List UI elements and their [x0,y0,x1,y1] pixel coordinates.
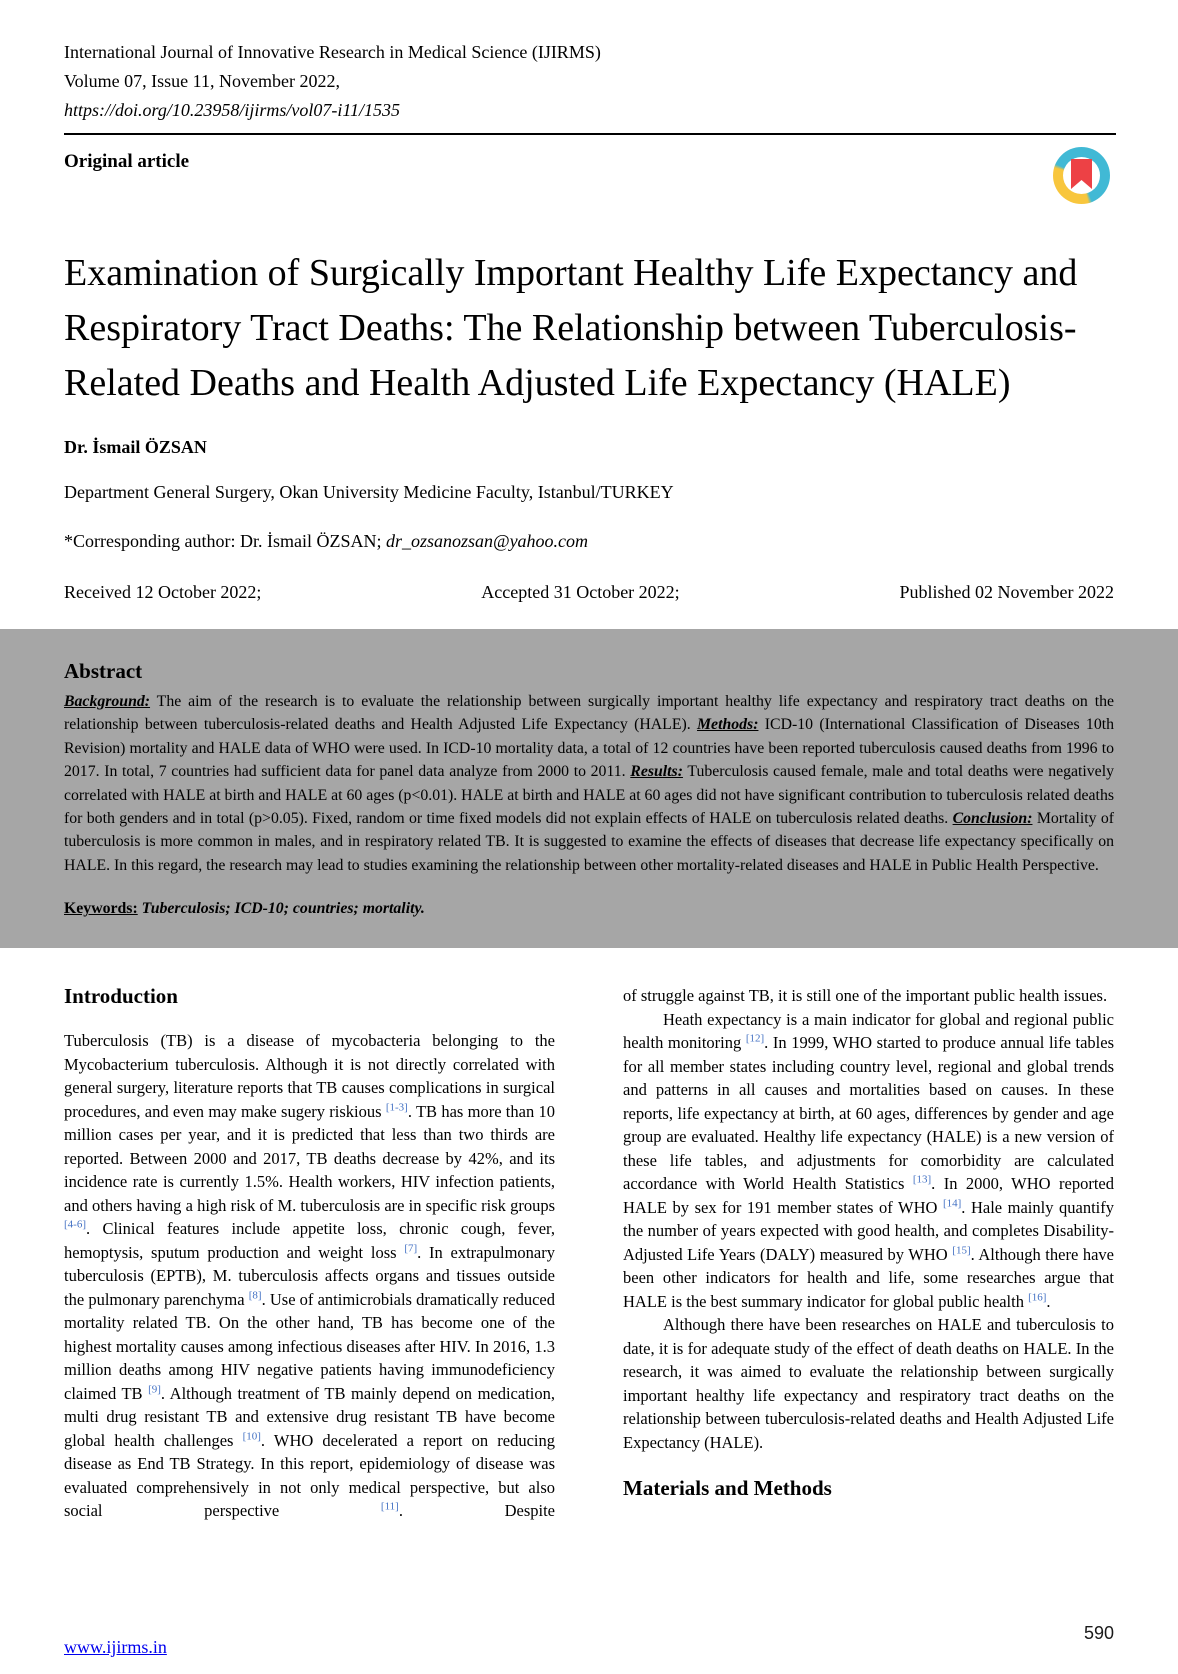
article-title: Examination of Surgically Important Healthy Life Expectancy and Respiratory Tract Deaths: The Relationship between Tuberculosis-Related Deaths and Health Adjusted Life Expectancy (HALE) [64,252,1078,404]
body-columns [64,984,1114,1523]
published-date: Published 02 November 2022 [899,582,1114,602]
introduction-heading: Introduction [64,984,178,1009]
abstract-results-text: Tuberculosis caused female, male and total deaths were negatively correlated with HALE at birth and HALE at 60 ages (p<0.01). HALE at birth and HALE at 60 ages did not have significant contribution to tuberculosis related deaths for both genders and in total (p>0.05). Fixed, random or time fixed models did not explain effects of HALE on tuberculosis related deaths. [64,763,1114,828]
citation-marker: [4-6] [64,1218,86,1231]
keywords-line [64,900,1114,918]
health-expectancy-paragraph: Heath expectancy is a main indicator for global and regional public health monitoring [12]. In 1999, WHO started to produce annual life tables for all member states including country level, regional and global trends and patterns in all causes and mortalities based on causes. In these reports, life expectancy at birth, at 60 ages, differences by gender and age group are evaluated. Healthy life expectancy (HALE) is a new version of these life tables, and adjustments for comorbidity are calculated accordance with World Health Statistics [13]. In 2000, WHO reported HALE by sex for 191 member states of WHO [14]. Hale mainly quantify the number of years expected with good health, and completes Disability-Adjusted Life Years (DALY) measured by WHO [15]. Although there have been other indicators for health and life, some researches argue that HALE is the best summary indicator for global public health [16]. [623,1009,1115,1311]
received-date: Received 12 October 2022; [64,582,262,602]
journal-name: International Journal of Innovative Research in Medical Science (IJIRMS) [64,42,601,62]
corresponding-author-line [64,531,1114,552]
citation-marker: [14] [942,1197,962,1210]
article-dates-row [64,582,1114,603]
page-number: 590 [1083,1623,1114,1643]
article-type-row [64,147,1114,204]
citation-marker: [16] [1028,1291,1047,1304]
citation-marker: [9] [148,1383,161,1396]
accepted-date: Accepted 31 October 2022; [481,582,680,602]
abstract-methods-text: ICD-10 (International Classification of Diseases 10th Revision) mortality and HALE data of WHO were used. In ICD-10 mortality data, a total of 12 countries have been reported tuberculosis caused deaths from 1996 to 2017. In total, 7 countries had sufficient data for panel data analyze from 2000 to 2011. [64,716,1114,781]
abstract-conclusion-text: Mortality of tuberculosis is more common in males, and in respiratory related TB. It is suggested to examine the effects of diseases that decrease life expectancy specifically on HALE. In this regard, the research may lead to studies examining the relationship between other mortality-related diseases and HALE in Public Health Perspective. [64,810,1115,874]
keywords-list: Tuberculosis; ICD-10; countries; mortality. [141,900,425,918]
citation-marker: [8] [248,1289,262,1302]
citation-marker: [11] [380,1500,399,1513]
corresponding-email: dr_ozsanozsan@yahoo.com [385,531,589,551]
corresponding-label: *Corresponding author: Dr. İsmail ÖZSAN; [64,531,386,551]
author-affiliation: Department General Surgery, Okan University Medicine Faculty, Istanbul/TURKEY [64,482,674,502]
journal-website-link[interactable]: www.ijirms.in [64,1637,167,1657]
citation-marker: [13] [912,1173,932,1186]
abstract-background-label: Background: [64,693,151,710]
journal-doi: https://doi.org/10.23958/ijirms/vol07-i11/1535 [64,100,401,120]
introduction-paragraph-left: Tuberculosis (TB) is a disease of mycobacteria belonging to the Mycobacterium tuberculosis. Although it is not directly correlated with general surgery, literature reports that TB causes complications in surgical procedures, and even may make sugery riskious [1-3]. TB has more than 10 million cases per year, and it is predicted that less than two thirds are reported. Between 2000 and 2017, TB deaths decrease by 42%, and its incidence rate is currently 1.5%. Health workers, HIV infection patients, and others having a high risk of M. tuberculosis are in specific risk groups [4-6]. Clinical features include appetite loss, chronic cough, fever, hemoptysis, sputum production and weight loss [7]. In extrapulmonary tuberculosis (EPTB), M. tuberculosis affects organs and tissues outside the pulmonary parenchyma [8]. Use of antimicrobials dramatically reduced mortality related TB. On the other hand, TB has become one of the highest mortality causes among infectious diseases after HIV. In 2016, 1.3 million deaths among HIV negative patients having immunodeficiency claimed TB [9]. Although treatment of TB mainly depend on medication, multi drug resistant TB and extensive drug resistant TB have become global health challenges [10]. WHO decelerated a report on reducing disease as End TB Strategy. In this report, epidemiology of disease was evaluated comprehensively in not only medical perspective, but also social perspective [11]. Despite [64,1031,555,1521]
check-for-updates-icon[interactable] [1053,147,1110,204]
materials-methods-heading: Materials and Methods [623,1476,832,1501]
citation-marker: [12] [745,1032,765,1045]
abstract-results-label: Results: [630,763,683,781]
keywords-label: Keywords: [64,900,138,918]
introduction-paragraph-continued: of struggle against TB, it is still one of the important public health issues. [623,986,1108,1006]
abstract-text [64,690,1114,877]
abstract-heading: Abstract [64,659,143,683]
journal-volume-line: Volume 07, Issue 11, November 2022, [64,71,340,91]
left-column [64,984,555,1523]
citation-marker: [1-3] [385,1101,408,1114]
author-name: Dr. İsmail ÖZSAN [64,437,207,457]
article-type-label: Original article [64,151,190,172]
abstract-methods-label: Methods: [697,716,759,734]
right-column [623,984,1114,1523]
header-divider [64,133,1116,135]
abstract-background-text: The aim of the research is to evaluate the relationship between surgically important healthy life expectancy and respiratory tract deaths on the relationship between tuberculosis-related deaths and Health Adjusted Life Expectancy (HALE). [64,693,1114,734]
aim-paragraph: Although there have been researches on HALE and tuberculosis to date, it is for adequate study of the effect of death deaths on HALE. In the research, it was aimed to evaluate the relationship between surgically important healthy life expectancy and respiratory tract deaths on the relationship between tuberculosis-related deaths and Health Adjusted Life Expectancy (HALE). [623,1315,1114,1452]
journal-header [64,38,1114,125]
citation-marker: [15] [952,1244,971,1257]
citation-marker: [7] [404,1242,418,1255]
citation-marker: [10] [242,1430,261,1443]
abstract-conclusion-label: Conclusion: [952,810,1033,828]
abstract-section [0,629,1178,948]
